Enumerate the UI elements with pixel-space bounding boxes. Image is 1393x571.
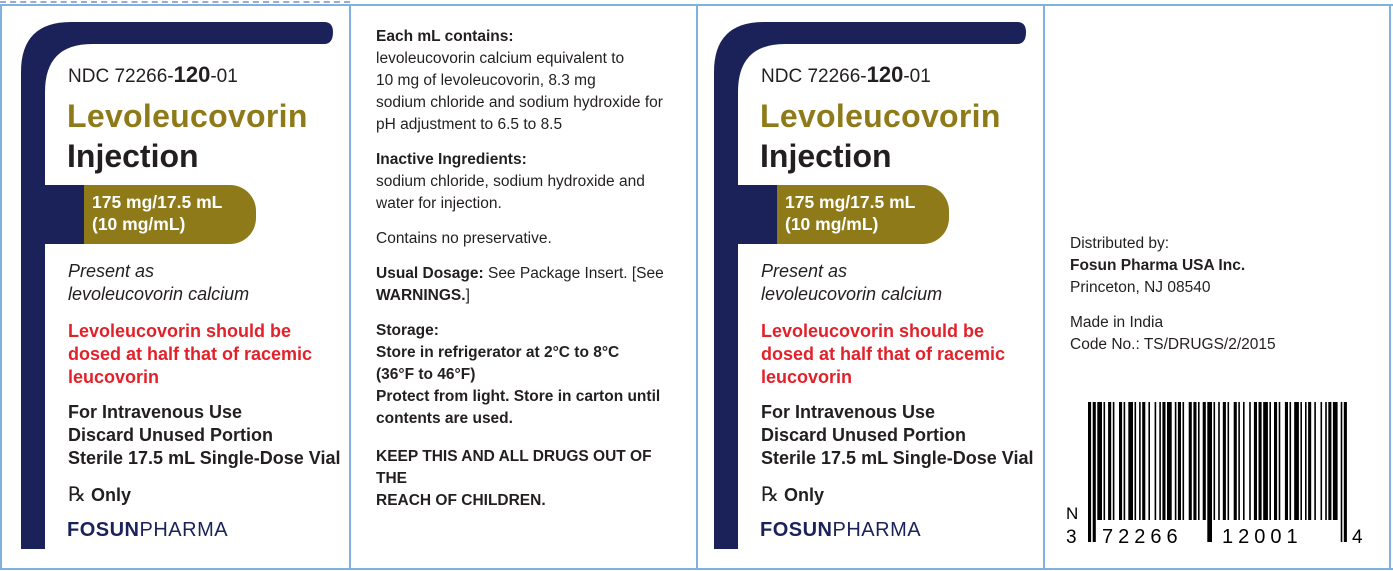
barcode-bar xyxy=(1305,402,1307,520)
barcode-bar xyxy=(1254,402,1257,520)
barcode-bar xyxy=(1167,402,1172,520)
barcode-bar xyxy=(1234,402,1237,520)
usage-instructions: For Intravenous Use Discard Unused Portion Sterile 17.5 mL Single-Dose Vial xyxy=(761,402,1034,468)
barcode-bar xyxy=(1104,402,1106,520)
distributor-info xyxy=(1070,233,1276,369)
panel-divider xyxy=(1389,4,1391,569)
dosing-warning: Levoleucovorin should be dosed at half that of racemic leucovorin xyxy=(761,321,1006,387)
barcode-bar xyxy=(1274,402,1277,520)
strength-badge xyxy=(84,185,256,244)
barcode-bar xyxy=(1183,402,1185,520)
strength-badge xyxy=(777,185,949,244)
front-label-panel-2 xyxy=(693,0,1039,571)
contains-section: Each mL contains: levoleucovorin calcium equivalent to 10 mg of levoleucovorin, 8.3 mg sodium chloride and sodium hydroxide for pH adjustment to 6.5 to 8.5 xyxy=(376,28,663,133)
panel-divider xyxy=(1043,4,1045,569)
barcode-bar xyxy=(1198,402,1200,520)
barcode-bar xyxy=(1341,402,1343,542)
panel-divider xyxy=(349,4,351,569)
brand-name: Levoleucovorin xyxy=(67,98,308,134)
ndc-number: NDC 72266-120-01 xyxy=(68,62,238,87)
origin-block: Made in India Code No.: TS/DRUGS/2/2015 xyxy=(1070,314,1276,353)
barcode-digits-left: 72266 xyxy=(1102,526,1183,548)
barcode-bar xyxy=(1269,402,1271,520)
barcode-bar xyxy=(1148,402,1150,520)
barcode-bar xyxy=(1218,402,1220,520)
inactive-ingredients-section: Inactive Ingredients: sodium chloride, sodium hydroxide and water for injection. xyxy=(376,151,645,212)
barcode-check-digit: 4 xyxy=(1352,527,1363,548)
barcode-bars xyxy=(1088,402,1347,542)
rx-only: ℞ Only xyxy=(761,482,824,506)
dosage-form: Injection xyxy=(67,138,199,174)
barcode-bar xyxy=(1325,402,1327,520)
barcode-bar xyxy=(1135,402,1137,520)
barcode-bar xyxy=(1193,402,1196,520)
distributor-block: Distributed by: Fosun Pharma USA Inc. Princeton, NJ 08540 xyxy=(1070,235,1246,296)
brand-name: Levoleucovorin xyxy=(760,98,1001,134)
rx-icon: ℞ xyxy=(68,482,86,506)
barcode-bar xyxy=(1159,402,1161,520)
barcode-bar xyxy=(1228,402,1230,520)
concentration-text: (10 mg/mL) xyxy=(785,214,879,234)
barcode-bar xyxy=(1139,402,1141,520)
storage-section: Storage: Store in refrigerator at 2°C to 8°C (36°F to 46°F) Protect from light. Store in carton until contents are used. xyxy=(376,322,661,427)
dosage-form: Injection xyxy=(760,138,892,174)
barcode-bar xyxy=(1344,402,1347,542)
barcode-bar xyxy=(1088,402,1091,542)
barcode-bar xyxy=(1113,402,1115,520)
present-as-text: Present as levoleucovorin calcium xyxy=(761,261,943,304)
barcode-bar xyxy=(1175,402,1177,520)
barcode-bar xyxy=(1203,402,1206,520)
barcode-bar xyxy=(1300,402,1302,520)
barcode-bar xyxy=(1314,402,1316,520)
preservative-note: Contains no preservative. xyxy=(376,230,552,247)
barcode-bar xyxy=(1259,402,1262,520)
barcode-bar xyxy=(1189,402,1192,520)
ingredients-panel xyxy=(376,26,681,525)
barcode-bar xyxy=(1238,402,1240,520)
barcode-bar xyxy=(1243,402,1245,520)
dosage-section: Usual Dosage: See Package Insert. [See WARNINGS.] xyxy=(376,265,664,304)
front-label-panel-1 xyxy=(0,0,346,571)
barcode-digits-right: 12001 xyxy=(1222,526,1303,548)
ndc-number: NDC 72266-120-01 xyxy=(761,62,931,87)
barcode-bar xyxy=(1321,402,1323,520)
barcode-bar xyxy=(1214,402,1216,520)
barcode-bar xyxy=(1093,402,1096,542)
rx-icon: ℞ xyxy=(761,482,779,506)
usage-instructions: For Intravenous Use Discard Unused Portion Sterile 17.5 mL Single-Dose Vial xyxy=(68,402,341,468)
barcode-bar xyxy=(1128,402,1133,520)
barcode-bar xyxy=(1108,402,1111,520)
barcode-bar xyxy=(1308,402,1311,520)
fosun-pharma-logo: FOSUNPHARMA xyxy=(760,519,922,541)
barcode-bar xyxy=(1285,402,1288,520)
barcode-bar xyxy=(1263,402,1268,520)
barcode-bar xyxy=(1142,402,1145,520)
barcode-bar xyxy=(1290,402,1292,520)
barcode-bar xyxy=(1328,402,1331,520)
fosun-pharma-logo: FOSUNPHARMA xyxy=(67,519,229,541)
dosing-warning: Levoleucovorin should be dosed at half that of racemic leucovorin xyxy=(68,321,313,387)
barcode-bar xyxy=(1124,402,1126,520)
strength-text: 175 mg/17.5 mL xyxy=(785,192,916,212)
barcode-bar xyxy=(1279,402,1281,520)
barcode-n-label: N xyxy=(1066,504,1079,523)
rx-only: ℞ Only xyxy=(68,482,131,506)
barcode-bar xyxy=(1097,402,1102,520)
barcode-bar xyxy=(1249,402,1251,520)
barcode-bar xyxy=(1207,402,1212,542)
barcode-left-digit: 3 xyxy=(1066,527,1077,548)
barcode-bar xyxy=(1119,402,1122,520)
barcode-bar xyxy=(1178,402,1181,520)
strength-text: 175 mg/17.5 mL xyxy=(92,192,223,212)
barcode-bar xyxy=(1162,402,1165,520)
barcode-bar xyxy=(1155,402,1157,520)
concentration-text: (10 mg/mL) xyxy=(92,214,186,234)
barcode-bar xyxy=(1333,402,1338,520)
present-as-text: Present as levoleucovorin calcium xyxy=(68,261,250,304)
barcode-bar xyxy=(1294,402,1299,520)
barcode-bar xyxy=(1223,402,1226,520)
keep-out-of-reach-warning: KEEP THIS AND ALL DRUGS OUT OF THE REACH OF CHILDREN. xyxy=(376,448,652,509)
upc-barcode xyxy=(1066,402,1366,550)
